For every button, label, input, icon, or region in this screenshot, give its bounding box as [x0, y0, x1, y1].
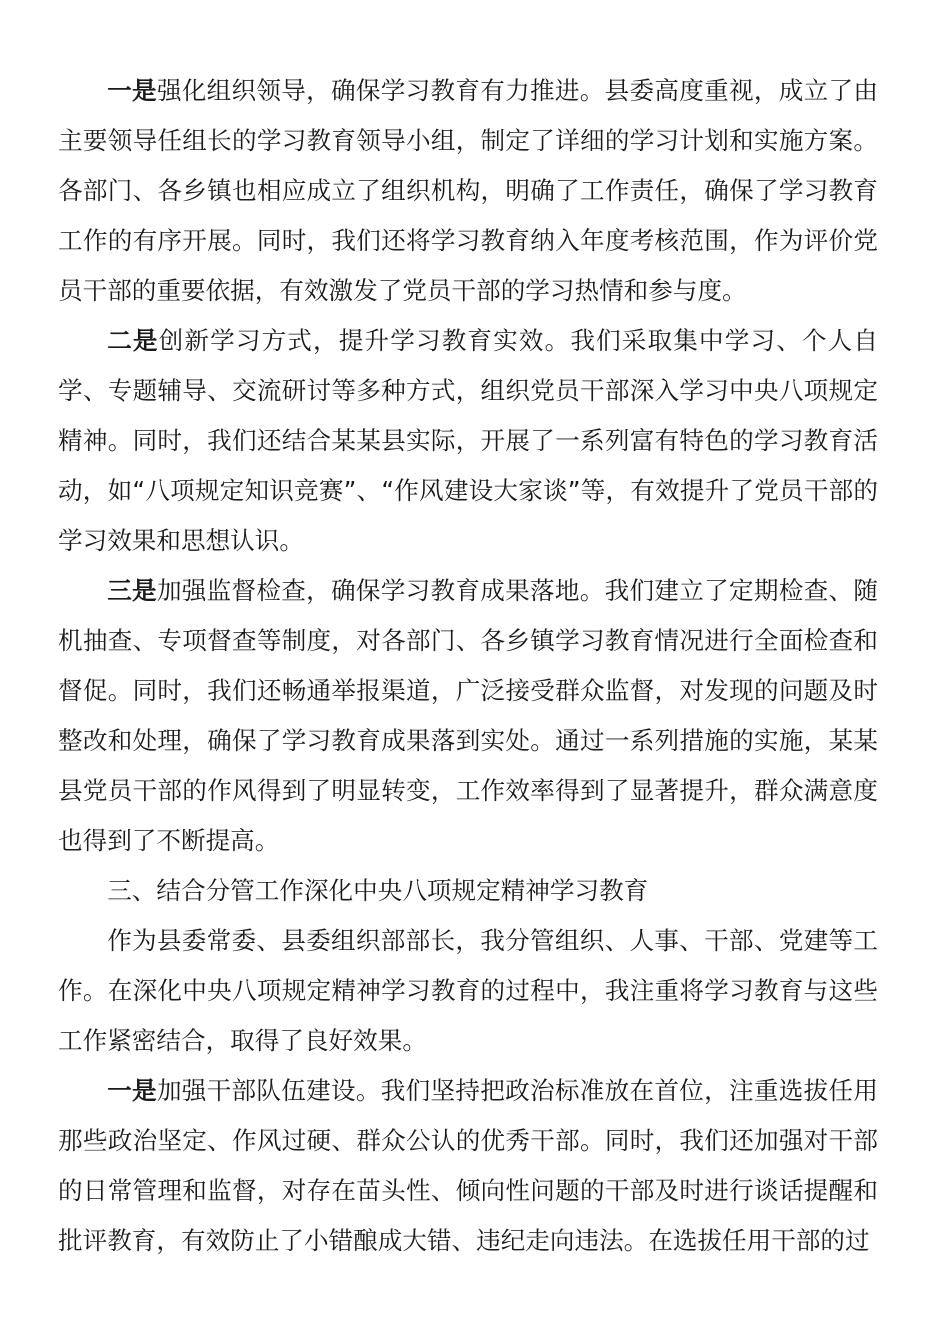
paragraph-lead: 二是 [107, 326, 159, 355]
paragraph-cadre-building [58, 1066, 878, 1266]
section-heading [58, 866, 878, 916]
paragraph-lead: 一是 [107, 76, 157, 105]
paragraph-text: 创新学习方式，提升学习教育实效。我们采取集中学习、个人自学、专题辅导、交流研讨等多种方式，组织党员干部深入学习中央八项规定精神。同时，我们还结合某某县实际，开展了一系列富有特色的学习教育活动，如“八项规定知识竞赛”、“作风建设大家谈”等，有效提升了党员干部的学习效果和思想认识。 [58, 326, 878, 555]
paragraph-supervision [58, 566, 878, 866]
paragraph-innovate-methods [58, 316, 878, 566]
section-heading-text: 三、结合分管工作深化中央八项规定精神学习教育 [107, 876, 649, 905]
paragraph-lead: 一是 [107, 1076, 157, 1105]
paragraph-text: 强化组织领导，确保学习教育有力推进。县委高度重视，成立了由主要领导任组长的学习教育领导小组，制定了详细的学习计划和实施方案。各部门、各乡镇也相应成立了组织机构，明确了工作责任，确保了学习教育工作的有序开展。同时，我们还将学习教育纳入年度考核范围，作为评价党员干部的重要依据，有效激发了党员干部的学习热情和参与度。 [58, 76, 878, 305]
paragraph-text: 加强监督检查，确保学习教育成果落地。我们建立了定期检查、随机抽查、专项督查等制度，对各部门、各乡镇学习教育情况进行全面检查和督促。同时，我们还畅通举报渠道，广泛接受群众监督，对发现的问题及时整改和处理，确保了学习教育成果落到实处。通过一系列措施的实施，某某县党员干部的作风得到了明显转变，工作效率得到了显著提升，群众满意度也得到了不断提高。 [58, 576, 878, 855]
paragraph-role-intro [58, 916, 878, 1066]
paragraph-strengthen-leadership [58, 66, 878, 316]
paragraph-text: 加强干部队伍建设。我们坚持把政治标准放在首位，注重选拔任用那些政治坚定、作风过硬、群众公认的优秀干部。同时，我们还加强对干部的日常管理和监督，对存在苗头性、倾向性问题的干部及时进行谈话提醒和批评教育，有效防止了小错酿成大错、违纪走向违法。在选拔任用干部的过 [58, 1076, 878, 1255]
document-page [58, 66, 878, 1266]
paragraph-lead: 三是 [107, 576, 157, 605]
paragraph-text: 作为县委常委、县委组织部部长，我分管组织、人事、干部、党建等工作。在深化中央八项规定精神学习教育的过程中，我注重将学习教育与这些工作紧密结合，取得了良好效果。 [58, 926, 878, 1055]
